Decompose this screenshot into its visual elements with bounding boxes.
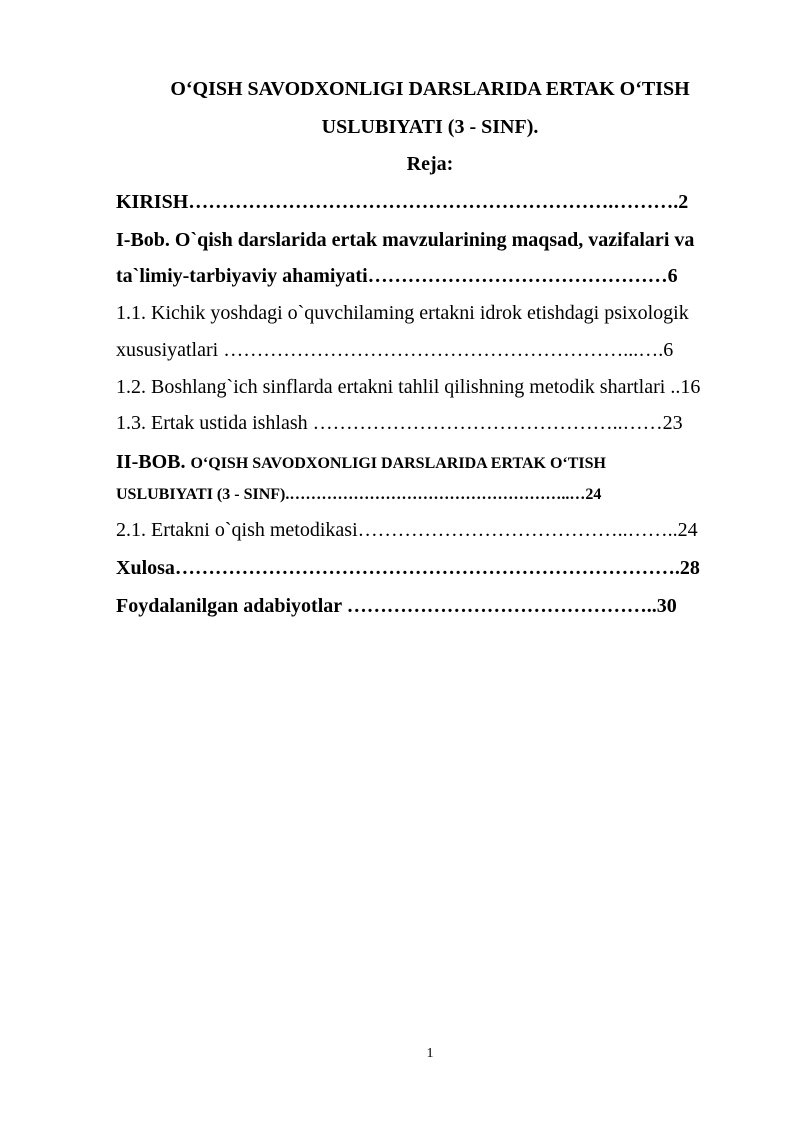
toc-entry-chapter-2-line-2: USLUBIYATI (3 - SINF).……………………………………………..…24 <box>116 486 602 503</box>
page-number: 1 <box>426 1046 434 1061</box>
toc-entry-1-1-line-2: xususiyatlari ……………………………………………………...….6 <box>116 339 674 361</box>
toc-entry-chapter-1-line-1: I-Bob. O`qish darslarida ertak mavzularining maqsad, vazifalari va <box>116 229 695 251</box>
toc-entry-1-2: 1.2. Boshlang`ich sinflarda ertakni tahlil qilishning metodik shartlari ..16 <box>116 376 701 398</box>
document-title-line-1: O‘QISH SAVODXONLIGI DARSLARIDA ERTAK O‘TISH <box>170 78 690 100</box>
toc-entry-chapter-1-line-2: ta`limiy-tarbiyaviy ahamiyati………………………………………6 <box>116 265 678 287</box>
toc-entry-chapter-2-line-1 <box>116 450 606 476</box>
toc-entry-adabiyotlar: Foydalanilgan adabiyotlar ………………………………………..30 <box>116 595 677 617</box>
toc-entry-2-1: 2.1. Ertakni o`qish metodikasi…………………………………..……..24 <box>116 519 698 541</box>
toc-entry-1-3: 1.3. Ertak ustida ishlash ………………………………………..……23 <box>116 412 683 434</box>
toc-entry-kirish: KIRISH……………………………………………………….……….2 <box>116 191 689 213</box>
toc-chapter-2-prefix: II-BOB. <box>116 451 191 473</box>
plan-heading: Reja: <box>406 153 454 175</box>
document-title-line-2: USLUBIYATI (3 - SINF). <box>321 116 539 138</box>
toc-entry-1-1-line-1: 1.1. Kichik yoshdagi o`quvchilaming ertakni idrok etishdagi psixologik <box>116 302 689 324</box>
toc-entry-xulosa: Xulosa………………………………………………………………….28 <box>116 557 700 579</box>
toc-chapter-2-title: O‘QISH SAVODXONLIGI DARSLARIDA ERTAK O‘TISH <box>190 455 606 472</box>
